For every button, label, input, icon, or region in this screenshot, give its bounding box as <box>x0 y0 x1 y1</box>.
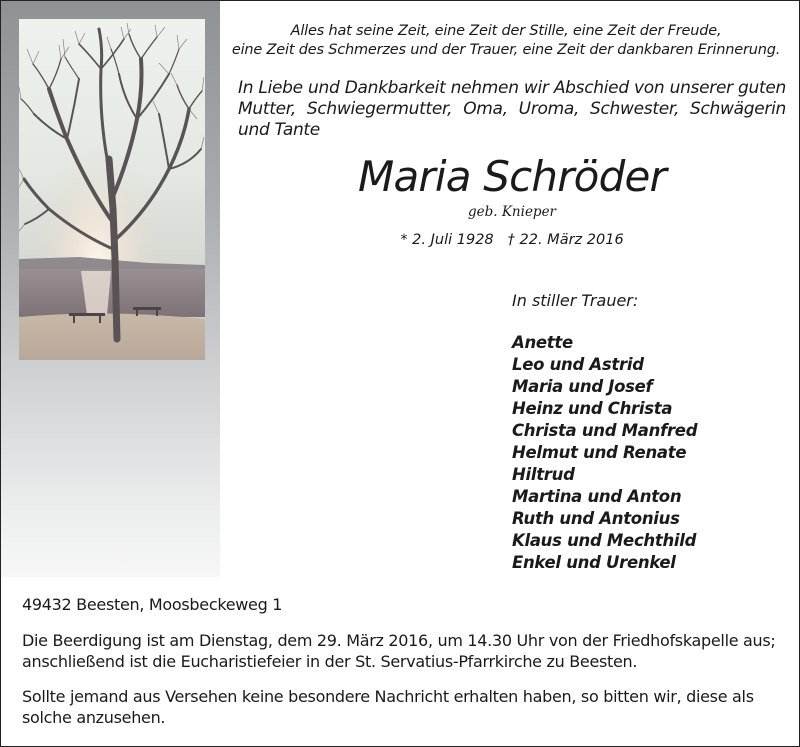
mourner-name: Maria und Josef <box>512 377 653 396</box>
maiden-name: geb. Knieper <box>467 204 557 220</box>
mourner-name: Martina und Anton <box>512 487 682 506</box>
mourner-name: Enkel und Urenkel <box>512 553 676 572</box>
motto-line-1: Alles hat seine Zeit, eine Zeit der Stille, eine Zeit der Freude, <box>290 23 722 39</box>
motto-verse <box>226 22 786 60</box>
funeral-info: Die Beerdigung ist am Dienstag, dem 29. März 2016, um 14.30 Uhr von der Friedhofskapelle aus; anschließend ist die Eucharistiefeier in der St. Servatius-Pfarrkirche zu Beesten. <box>22 631 776 671</box>
death-date: † 22. März 2016 <box>507 232 624 248</box>
notice-text: Sollte jemand aus Versehen keine besondere Nachricht erhalten haben, so bitten wir, diese als solche anzusehen. <box>22 687 754 727</box>
life-dates <box>238 232 786 248</box>
deceased-name: Maria Schröder <box>358 152 666 201</box>
mourning-label: In stiller Trauer: <box>512 291 639 310</box>
birth-date: * 2. Juli 1928 <box>400 232 494 248</box>
family-address: 49432 Beesten, Moosbeckeweg 1 <box>22 595 283 614</box>
mourners-list <box>512 332 697 574</box>
mourner-name: Christa und Manfred <box>512 421 698 440</box>
side-gradient-panel <box>1 1 220 577</box>
mourner-name: Hiltrud <box>512 465 575 484</box>
mourner-name: Leo und Astrid <box>512 355 644 374</box>
farewell-intro: In Liebe und Dankbarkeit nehmen wir Abschied von unserer guten Mutter, Schwiegermutter, Oma, Uroma, Schwester, Schwägerin und Tante <box>238 78 786 140</box>
mourner-name: Klaus und Mechthild <box>512 531 697 550</box>
mourner-name: Heinz und Christa <box>512 399 673 418</box>
motto-line-2: eine Zeit des Schmerzes und der Trauer, eine Zeit der dankbaren Erinnerung. <box>231 42 781 58</box>
mourner-name: Helmut und Renate <box>512 443 687 462</box>
mourner-name: Anette <box>512 333 573 352</box>
mourner-name: Ruth und Antonius <box>512 509 680 528</box>
tree-by-lake-sunset-icon <box>19 19 205 360</box>
